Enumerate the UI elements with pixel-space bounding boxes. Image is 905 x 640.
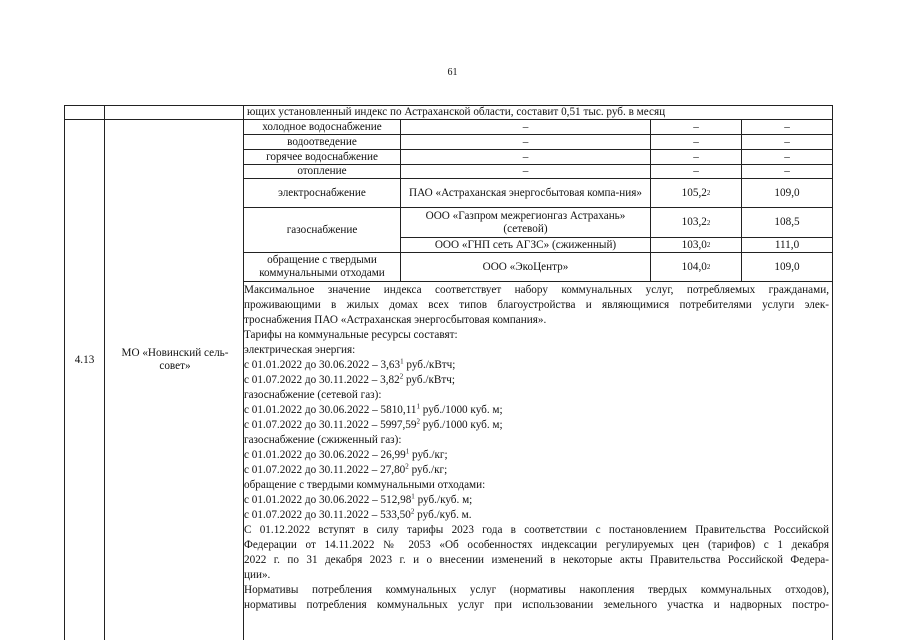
description-line: электрическая энергия: [244, 344, 356, 356]
service-index: 105,2 2 [681, 186, 711, 199]
service-name: холодное водоснабжение [262, 120, 382, 133]
description-line: газоснабжение (сетевой газ): [244, 389, 382, 401]
top-row-text: ющих установленный индекс по Астраханской области, составит 0,51 тыс. руб. в месяц [247, 105, 666, 118]
service-name: водоотведение [287, 135, 357, 148]
service-name: горячее водоснабжение [266, 150, 378, 163]
description-line: нормативы потребления коммунальных услуг при использовании земельного участка и надворных постро- [244, 599, 829, 611]
service-index: 103,0 2 [681, 238, 711, 251]
description-line: 2022 г. по 31 декабря 2023 г. и о внесении изменений в некоторые акты Правительства Российской Федера- [244, 554, 829, 566]
description-line: с 01.01.2022 до 30.06.2022 – 5810,11$^1$ руб./1000 куб. м; [244, 402, 503, 416]
service-value: – [784, 135, 790, 148]
table-border [243, 281, 832, 282]
service-value: – [784, 165, 790, 177]
description-line: Максимальное значение индекса соответствует набору коммунальных услуг, потребляемых гражданами, [244, 284, 829, 296]
service-name: обращение с твердыми коммунальными отходами [259, 254, 385, 279]
service-provider: – [522, 150, 529, 163]
page-number: 61 [447, 67, 458, 78]
row-number: 4.13 [74, 353, 95, 366]
service-index: – [693, 165, 699, 177]
service-provider: ООО «ЭкоЦентр» [482, 260, 569, 273]
service-provider: ПАО «Астраханская энергосбытовая компа-ния» [409, 186, 642, 199]
service-index: 103,2 2 [681, 216, 711, 228]
tariff-description [244, 283, 829, 613]
description-line: с 01.01.2022 до 30.06.2022 – 26,99$^1$ руб./кг; [244, 447, 448, 461]
description-line: с 01.07.2022 до 30.11.2022 – 3,82$^2$ руб./кВтч; [244, 372, 455, 386]
description-line: с 01.07.2022 до 30.11.2022 – 27,80$^2$ руб./кг; [244, 462, 448, 476]
service-index: – [693, 150, 699, 163]
description-line: С 01.12.2022 вступят в силу тарифы 2023 года в соответствии с постановлением Правительства Российской [244, 524, 829, 536]
description-line: ции». [244, 569, 271, 581]
municipality-name: МО «Новинский сель-совет» [121, 347, 229, 372]
description-line: газоснабжение (сжиженный газ): [244, 434, 402, 446]
service-provider: ООО «ГНП сеть АГЗС» (сжиженный) [434, 238, 617, 251]
service-provider: ООО «Газпром межрегионгаз Астрахань» (сетевой) [425, 209, 626, 235]
service-provider: – [522, 135, 529, 148]
service-name: отопление [297, 165, 347, 177]
service-value: – [784, 120, 790, 133]
table-border [104, 105, 105, 640]
service-value: 109,0 [774, 186, 800, 199]
service-index: 104,0 2 [681, 260, 711, 273]
service-value: 111,0 [774, 238, 800, 251]
description-line: с 01.01.2022 до 30.06.2022 – 512,98$^1$ руб./куб. м; [244, 492, 473, 506]
description-line: с 01.01.2022 до 30.06.2022 – 3,63$^1$ руб./кВтч; [244, 357, 456, 371]
service-value: 108,5 [774, 216, 800, 228]
service-provider: – [522, 165, 529, 177]
description-line: Тарифы на коммунальные ресурсы составят: [244, 329, 458, 341]
description-line: троснабжения ПАО «Астраханская энергосбытовая компания». [244, 314, 547, 326]
description-line: Нормативы потребления коммунальных услуг (нормативы накопления твердых коммунальных отходов), [244, 584, 829, 596]
service-index: – [693, 135, 699, 148]
service-value: 109,0 [774, 260, 800, 273]
description-line: Федерации от 14.11.2022 № 2053 «Об особенностях индексации регулируемых цен (тарифов) с 1 декабря [244, 539, 829, 551]
description-line: с 01.07.2022 до 30.11.2022 – 533,50$^2$ руб./куб. м. [244, 507, 472, 521]
table-border [832, 105, 833, 640]
description-line: обращение с твердыми коммунальными отходами: [244, 479, 486, 491]
description-line: с 01.07.2022 до 30.11.2022 – 5997,59$^2$ руб./1000 куб. м; [244, 417, 503, 431]
service-name: электроснабжение [278, 186, 366, 199]
service-value: – [784, 150, 790, 163]
description-line: проживающими в жилых домах всех типов благоустройства и являющимися потребителями услуги элек- [244, 299, 829, 311]
service-index: – [693, 120, 699, 133]
service-provider: – [522, 120, 529, 133]
service-name: газоснабжение [286, 223, 358, 236]
